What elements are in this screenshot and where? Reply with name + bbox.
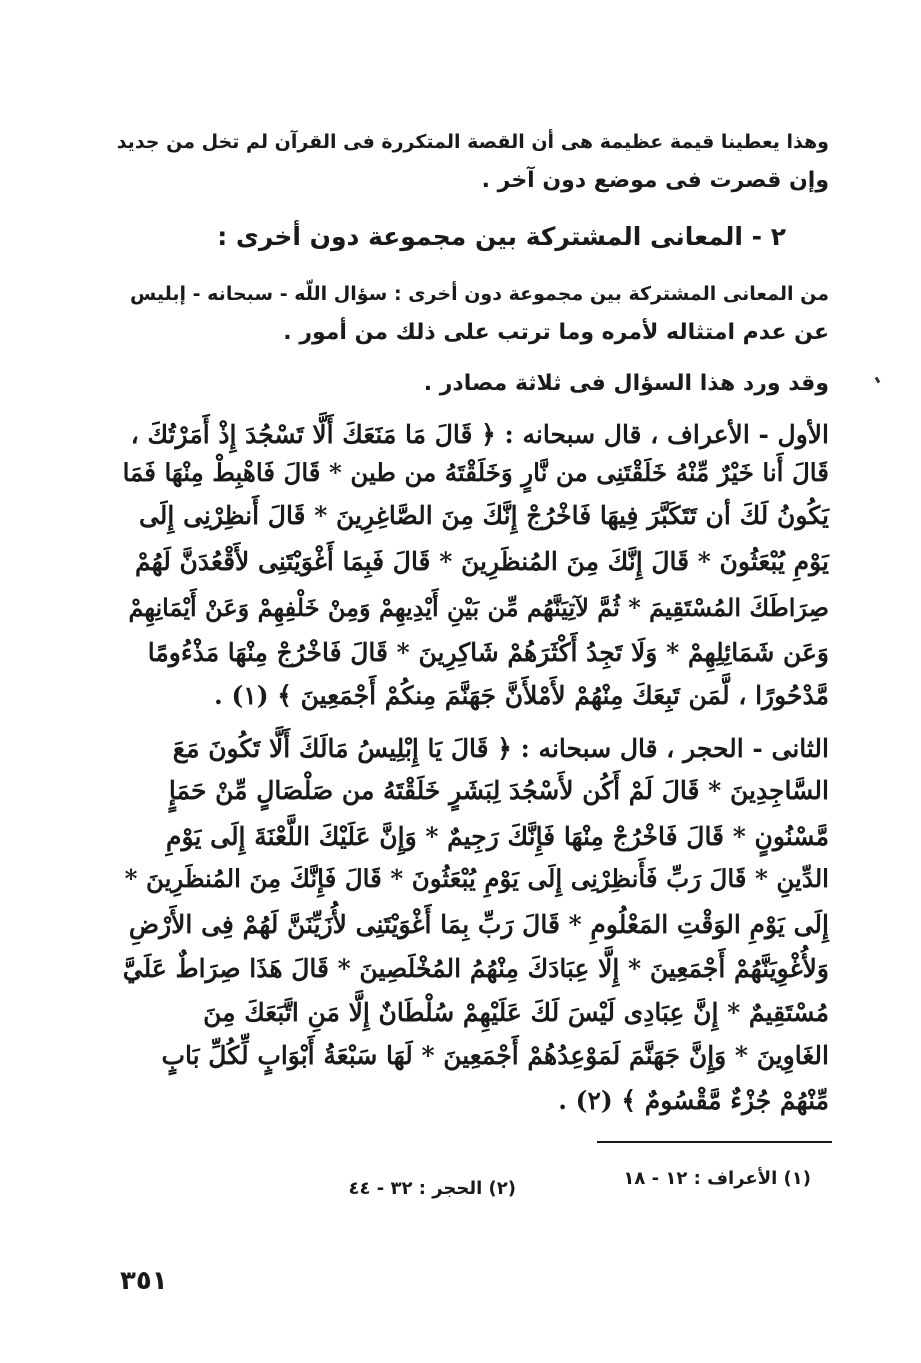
first-source-line-7: مَّدْحُورًا ، لَّمَن تَبِعَكَ مِنْهُمْ لأَمْلأَنَّ جَهَنَّمَ مِنكُمْ أَجْمَعِينَ ﴾ (١) .: [214, 681, 829, 710]
second-source-line-1: الثانى - الحجر ، قال سبحانه : ﴿ قَالَ يَا إِبْلِيسُ مَالَكَ أَلَّا تَكُونَ مَعَ: [172, 734, 829, 763]
second-source-line-8: الغَاوِينَ * وَإِنَّ جَهَنَّمَ لَمَوْعِدُهُمْ أَجْمَعِينَ * لَهَا سَبْعَةُ أَبْوَابٍ لِّكُلِّ بَابٍ: [161, 1041, 829, 1070]
first-source-line-2: قَالَ أَنا خَيْرٌ مِّنْهُ خَلَقْتَنِى من نَّارٍ وَخَلَقْتَهُ من طين * قَالَ فَاهْبِطْ مِنْهَا فَمَا: [122, 458, 829, 487]
first-source-line-1: الأول - الأعراف ، قال سبحانه : ﴿ قَالَ مَا مَنَعَكَ أَلَّا تَسْجُدَ إِذْ أَمَرْتُكَ ،: [130, 420, 829, 449]
body1-line-2: عن عدم امتثاله لأمره وما ترتب على ذلك من أمور .: [283, 320, 829, 345]
body2-line-1: وقد ورد هذا السؤال فى ثلاثة مصادر .: [423, 371, 829, 396]
first-source-line-6: وَعَن شَمَائِلِهِمْ * وَلَا تَجِدُ أَكْثَرَهُمْ شَاكِرِينَ * قَالَ فَاخْرُجْ مِنْهَا مَذْءُومًا: [147, 638, 829, 667]
second-source-line-2: السَّاجِدِينَ * قَالَ لَمْ أَكُن لأَسْجُدَ لِبَشَرٍ خَلَقْتَهُ من صَلْصَالٍ مِّنْ حَمَإٍ: [168, 776, 829, 805]
body1-line-1: من المعانى المشتركة بين مجموعة دون أخرى : سؤال اللّه - سبحانه - إبليس: [130, 283, 829, 305]
second-source-line-4: الدِّينِ * قَالَ رَبِّ فَأَنظِرْنِى إِلَى يَوْمِ يُبْعَثُونَ * قَالَ فَإِنَّكَ مِنَ المُنظَرِينَ *: [124, 864, 829, 893]
second-source-line-9: مِّنْهُمْ جُزْءٌ مَّقْسُومٌ ﴾ (٢) .: [558, 1086, 829, 1115]
footnote-2: (٢) الحجر : ٣٢ - ٤٤: [348, 1178, 516, 1199]
intro-line-1: وهذا يعطينا قيمة عظيمة هى أن القصة المتكررة فى القرآن لم تخل من جديد: [116, 131, 829, 153]
intro-line-2: وإن قصرت فى موضع دون آخر .: [481, 168, 829, 193]
second-source-line-6: وَلأُغْوِيَنَّهُمْ أَجْمَعِينَ * إِلَّا عِبَادَكَ مِنْهُمُ المُخْلَصِينَ * قَالَ هَذَا صِرَاطٌ عَلَيَّ: [122, 954, 829, 983]
first-source-line-3: يَكُونُ لَكَ أن تَتَكَبَّرَ فِيهَا فَاخْرُجْ إِنَّكَ مِنَ الصَّاغِرِينَ * قَالَ أَنظِرْنِى إِلَى: [138, 501, 829, 530]
first-source-line-4: يَوْمِ يُبْعَثُونَ * قَالَ إِنَّكَ مِنَ المُنظَرِينَ * قَالَ فَبِمَا أَغْوَيْتَنِى لأَقْعُدَنَّ لَهُمْ: [135, 547, 829, 576]
second-source-line-5: إِلَى يَوْمِ الوَقْتِ المَعْلُومِ * قَالَ رَبِّ بِمَا أَغْوَيْتَنِى لأُزَيِّنَنَّ لَهُمْ فِى الأَرْضِ: [128, 910, 829, 939]
second-source-line-7: مُسْتَقِيمٌ * إِنَّ عِبَادِى لَيْسَ لَكَ عَلَيْهِمْ سُلْطَانٌ إِلَّا مَنِ اتَّبَعَكَ مِنَ: [203, 998, 829, 1027]
margin-mark: [875, 377, 881, 384]
section-heading: ٢ - المعانى المشتركة بين مجموعة دون أخرى :: [217, 222, 786, 251]
first-source-line-5: صِرَاطَكَ المُسْتَقِيمَ * ثُمَّ لآتِيَنَّهُم مِّن بَيْنِ أَيْدِيهِمْ وَمِنْ خَلْفِهِمْ وَعَنْ أَيْمَانِهِمْ: [128, 593, 829, 622]
footnote-1: (١) الأعراف : ١٢ - ١٨: [623, 1168, 811, 1189]
second-source-line-3: مَّسْنُونٍ * قَالَ فَاخْرُجْ مِنْهَا فَإِنَّكَ رَجِيمٌ * وَإِنَّ عَلَيْكَ اللَّعْنَةَ إِلَى يَوْمِ: [166, 822, 829, 851]
footnote-divider: [597, 1141, 832, 1143]
page-number: ٣٥١: [120, 1266, 168, 1296]
